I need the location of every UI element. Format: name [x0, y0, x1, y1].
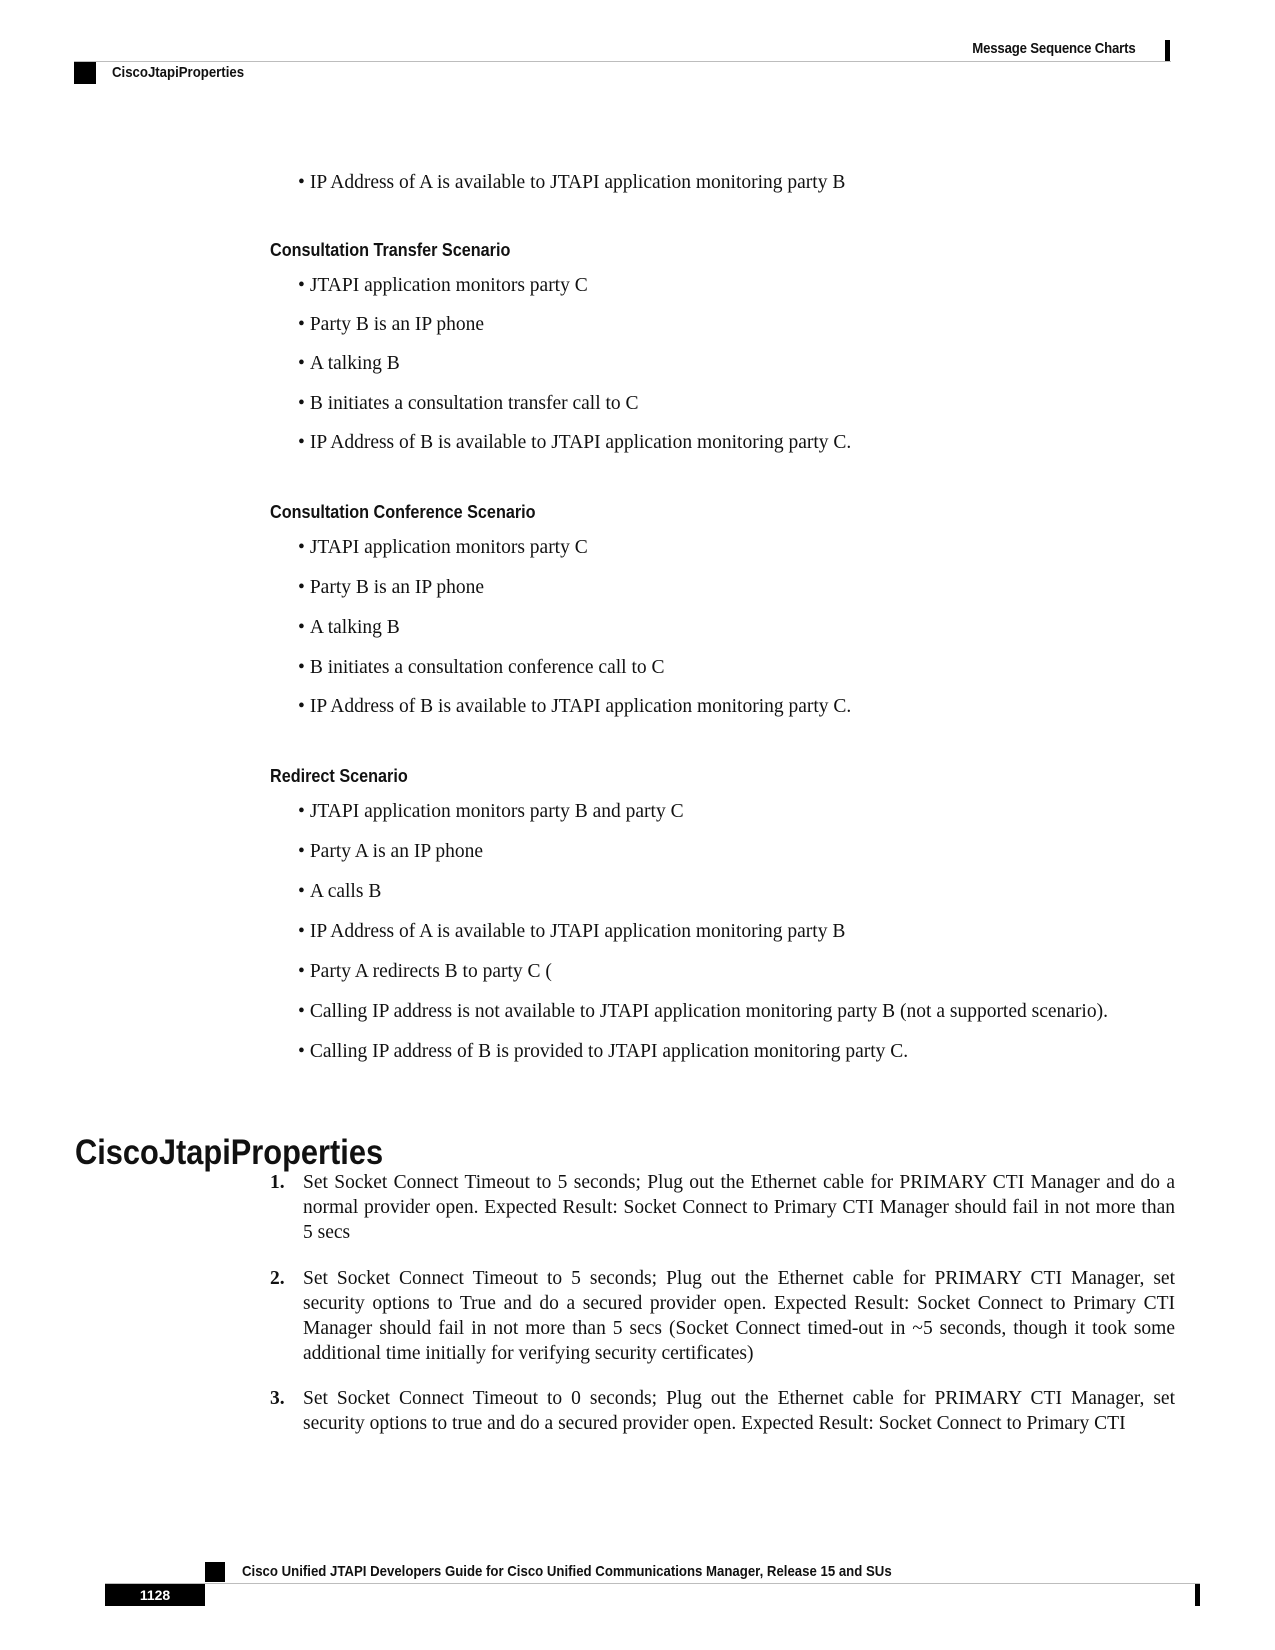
- bullet-icon: •: [298, 577, 305, 598]
- consultation-conference-heading: Consultation Conference Scenario: [270, 502, 536, 522]
- running-header-chapter: Message Sequence Charts: [971, 40, 1135, 57]
- header-marker-bar: [1165, 40, 1170, 61]
- step-number: 3.: [270, 1388, 285, 1409]
- bullet-icon: •: [298, 353, 305, 374]
- list-item: • IP Address of A is available to JTAPI application monitoring party B: [298, 921, 846, 942]
- numbered-step: [270, 1266, 1175, 1366]
- bullet-icon: •: [298, 841, 305, 862]
- header-marker-block: [74, 62, 96, 84]
- list-item: • JTAPI application monitors party C: [298, 537, 588, 558]
- list-item: • A calls B: [298, 881, 382, 902]
- step-number: 2.: [270, 1268, 285, 1289]
- bullet-icon: •: [298, 801, 305, 822]
- list-item: • Party B is an IP phone: [298, 314, 485, 335]
- bullet-icon: •: [298, 657, 305, 678]
- bullet-icon: •: [298, 921, 305, 942]
- list-item: • Party A is an IP phone: [298, 841, 483, 862]
- step-text: Set Socket Connect Timeout to 0 seconds; Plug out the Ethernet cable for PRIMARY CTI Manager, set security options to true and do a secured provider open. Expected Result: Socket Connect to Primary CTI: [303, 1388, 1175, 1434]
- bullet-icon: •: [298, 393, 305, 414]
- list-item: • Party B is an IP phone: [298, 577, 485, 598]
- running-header-section: CiscoJtapiProperties: [112, 64, 245, 81]
- bullet-icon: •: [298, 961, 305, 982]
- list-item: • IP Address of B is available to JTAPI application monitoring party C.: [298, 432, 852, 453]
- list-item: • JTAPI application monitors party B and party C: [298, 801, 684, 822]
- list-item: • B initiates a consultation conference call to C: [298, 657, 665, 678]
- bullet-icon: •: [298, 881, 305, 902]
- section-title: CiscoJtapiProperties: [75, 1133, 384, 1172]
- list-item: • IP Address of A is available to JTAPI application monitoring party B: [298, 172, 846, 193]
- bullet-icon: •: [298, 275, 305, 296]
- list-item: • A talking B: [298, 617, 400, 638]
- list-item: • Calling IP address of B is provided to JTAPI application monitoring party C.: [298, 1041, 909, 1062]
- step-text: Set Socket Connect Timeout to 5 seconds; Plug out the Ethernet cable for PRIMARY CTI Manager and do a normal provider open. Expected Result: Socket Connect to Primary CTI Manager should fail in not more than 5 secs: [303, 1172, 1175, 1243]
- numbered-step: [270, 1386, 1175, 1436]
- bullet-icon: •: [298, 314, 305, 335]
- bullet-icon: •: [298, 537, 305, 558]
- list-item: • IP Address of B is available to JTAPI application monitoring party C.: [298, 696, 852, 717]
- redirect-heading: Redirect Scenario: [270, 766, 408, 786]
- list-item: • A talking B: [298, 353, 400, 374]
- consultation-transfer-heading: Consultation Transfer Scenario: [270, 240, 511, 260]
- list-item: • B initiates a consultation transfer call to C: [298, 393, 639, 414]
- step-number: 1.: [270, 1172, 285, 1193]
- bullet-icon: •: [298, 617, 305, 638]
- footer-book-title: Cisco Unified JTAPI Developers Guide for Cisco Unified Communications Manager, Release 15 and SUs: [242, 1563, 892, 1580]
- list-item: • Party A redirects B to party C (: [298, 961, 552, 982]
- footer-rule: [105, 1583, 1200, 1584]
- bullet-icon: •: [298, 696, 305, 717]
- header-rule: [74, 61, 1171, 62]
- step-text: Set Socket Connect Timeout to 5 seconds; Plug out the Ethernet cable for PRIMARY CTI Manager, set security options to True and do a secured provider open. Expected Result: Socket Connect to Primary CTI Manager should fail in not more than 5 secs (Socket Connect timed-out in ~5 seconds, though it took some additional time initially for verifying security certificates): [303, 1268, 1175, 1364]
- bullet-icon: •: [298, 1041, 305, 1062]
- footer-marker-block: [205, 1562, 225, 1582]
- list-item: • JTAPI application monitors party C: [298, 275, 588, 296]
- bullet-icon: •: [298, 432, 305, 453]
- bullet-icon: •: [298, 172, 305, 193]
- page-number: 1128: [105, 1584, 205, 1606]
- footer-marker-bar: [1195, 1584, 1200, 1606]
- bullet-icon: •: [298, 1001, 305, 1022]
- list-item: • Calling IP address is not available to JTAPI application monitoring party B (not a supported scenario).: [298, 1001, 1108, 1022]
- numbered-step: [270, 1170, 1175, 1245]
